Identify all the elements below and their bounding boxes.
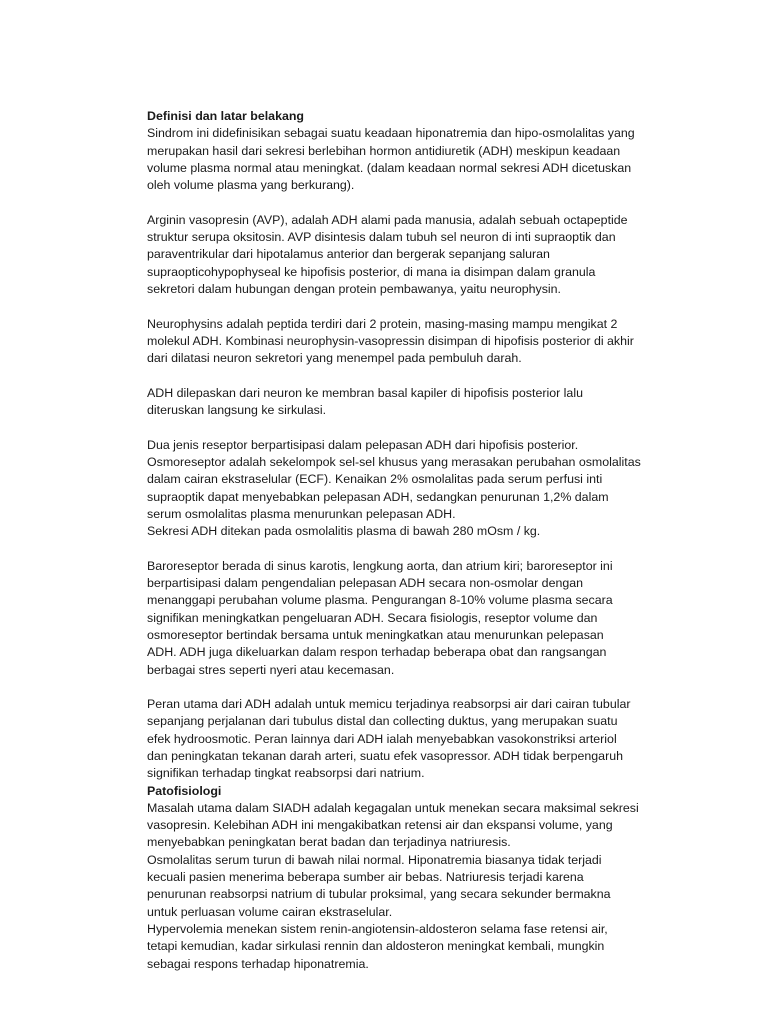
text-line: Sekresi ADH ditekan pada osmolalitis plasma di bawah 280 mOsm / kg. xyxy=(147,524,541,539)
text-line: Masalah utama dalam SIADH adalah kegagalan untuk menekan secara maksimal sekresi xyxy=(147,800,639,815)
text-line: molekul ADH. Kombinasi neurophysin-vasopressin disimpan di hipofisis posterior di akhir xyxy=(147,333,634,348)
text-line: Baroreseptor berada di sinus karotis, lengkung aorta, dan atrium kiri; baroreseptor ini xyxy=(147,558,613,573)
text-line: ADH. ADH juga dikeluarkan dalam respon terhadap beberapa obat dan rangsangan xyxy=(147,645,607,660)
paragraph-patofisiologi xyxy=(147,800,677,973)
document-body xyxy=(147,108,677,973)
text-line: menyebabkan peningkatan berat badan dan terjadinya natriuresis. xyxy=(147,835,511,850)
text-line: Osmoreseptor adalah sekelompok sel-sel khusus yang merasakan perubahan osmolalitas xyxy=(147,454,641,469)
text-line: diteruskan langsung ke sirkulasi. xyxy=(147,403,327,418)
text-line: Sindrom ini didefinisikan sebagai suatu keadaan hiponatremia dan hipo-osmolalitas yang xyxy=(147,126,635,141)
text-line: supraopticohypophyseal ke hipofisis posterior, di mana ia disimpan dalam granula xyxy=(147,264,596,279)
text-line: penurunan reabsorpsi natrium di tubular proksimal, yang secara sekunder bermakna xyxy=(147,887,611,902)
text-line: kecuali pasien menerima beberapa sumber air bebas. Natriuresis terjadi karena xyxy=(147,870,584,885)
text-line: serum osmolalitas plasma menurunkan pelepasan ADH. xyxy=(147,506,456,521)
text-line: Osmolalitas serum turun di bawah nilai normal. Hiponatremia biasanya tidak terjadi xyxy=(147,852,602,867)
paragraph-definition xyxy=(147,125,677,194)
text-line: merupakan hasil dari sekresi berlebihan hormon antidiuretik (ADH) meskipun keadaan xyxy=(147,143,621,158)
text-line: sepanjang perjalanan dari tubulus distal dan collecting duktus, yang merupakan suatu xyxy=(147,714,618,729)
text-line: Hypervolemia menekan sistem renin-angiotensin-aldosteron selama fase retensi air, xyxy=(147,921,608,936)
text-line: vasopresin. Kelebihan ADH ini mengakibatkan retensi air dan ekspansi volume, yang xyxy=(147,818,613,833)
text-line: dalam cairan ekstraselular (ECF). Kenaikan 2% osmolalitas pada serum perfusi inti xyxy=(147,472,603,487)
paragraph-baroreceptors xyxy=(147,558,677,679)
text-line: sebagai respons terhadap hiponatremia. xyxy=(147,956,369,971)
text-line: paraventrikular dari hipotalamus anterior dan bergerak sepanjang saluran xyxy=(147,247,550,262)
text-line: supraoptik dapat menyebabkan pelepasan ADH, sedangkan penurunan 1,2% dalam xyxy=(147,489,609,504)
text-line: signifikan terhadap tingkat reabsorpsi dari natrium. xyxy=(147,766,425,781)
section-heading-definition: Definisi dan latar belakang xyxy=(147,109,304,123)
paragraph-adh-role xyxy=(147,696,677,782)
text-line: Neurophysins adalah peptida terdiri dari 2 protein, masing-masing mampu mengikat 2 xyxy=(147,316,618,331)
text-line: dari dilatasi neuron sekretori yang menempel pada pembuluh darah. xyxy=(147,351,522,366)
paragraph-avp xyxy=(147,212,677,298)
text-line: berbagai stres seperti nyeri atau kecemasan. xyxy=(147,662,395,677)
text-line: Peran utama dari ADH adalah untuk memicu terjadinya reabsorpsi air dari cairan tubular xyxy=(147,697,631,712)
section-heading-patofisiologi: Patofisiologi xyxy=(147,783,222,798)
text-line: sekretori dalam hubungan dengan protein pembawanya, yaitu neurophysin. xyxy=(147,281,561,296)
text-line: osmoreseptor bertindak bersama untuk meningkatkan atau menurunkan pelepasan xyxy=(147,627,604,642)
text-line: dan peningkatan tekanan darah arteri, suatu efek vasopressor. ADH tidak berpengaruh xyxy=(147,748,623,763)
paragraph-neurophysins xyxy=(147,316,677,368)
paragraph-adh-release xyxy=(147,385,677,420)
paragraph-receptors xyxy=(147,437,677,541)
text-line: ADH dilepaskan dari neuron ke membran basal kapiler di hipofisis posterior lalu xyxy=(147,385,583,400)
text-line: tetapi kemudian, kadar sirkulasi rennin dan aldosteron meningkat kembali, mungkin xyxy=(147,939,605,954)
text-line: signifikan meningkatkan pengeluaran ADH. Secara fisiologis, reseptor volume dan xyxy=(147,610,598,625)
text-line: untuk perluasan volume cairan ekstraselular. xyxy=(147,904,393,919)
text-line: volume plasma normal atau meningkat. (dalam keadaan normal sekresi ADH dicetuskan xyxy=(147,160,632,175)
text-line: berpartisipasi dalam pengendalian pelepasan ADH secara non-osmolar dengan xyxy=(147,576,584,591)
text-line: Dua jenis reseptor berpartisipasi dalam pelepasan ADH dari hipofisis posterior. xyxy=(147,437,579,452)
text-line: struktur serupa oksitosin. AVP disintesis dalam tubuh sel neuron di inti supraoptik dan xyxy=(147,230,616,245)
text-line: menanggapi perubahan volume plasma. Pengurangan 8-10% volume plasma secara xyxy=(147,593,613,608)
text-line: efek hydroosmotic. Peran lainnya dari ADH ialah menyebabkan vasokonstriksi arteriol xyxy=(147,731,617,746)
text-line: oleh volume plasma yang berkurang). xyxy=(147,178,355,193)
text-line: Arginin vasopresin (AVP), adalah ADH alami pada manusia, adalah sebuah octapeptide xyxy=(147,212,628,227)
